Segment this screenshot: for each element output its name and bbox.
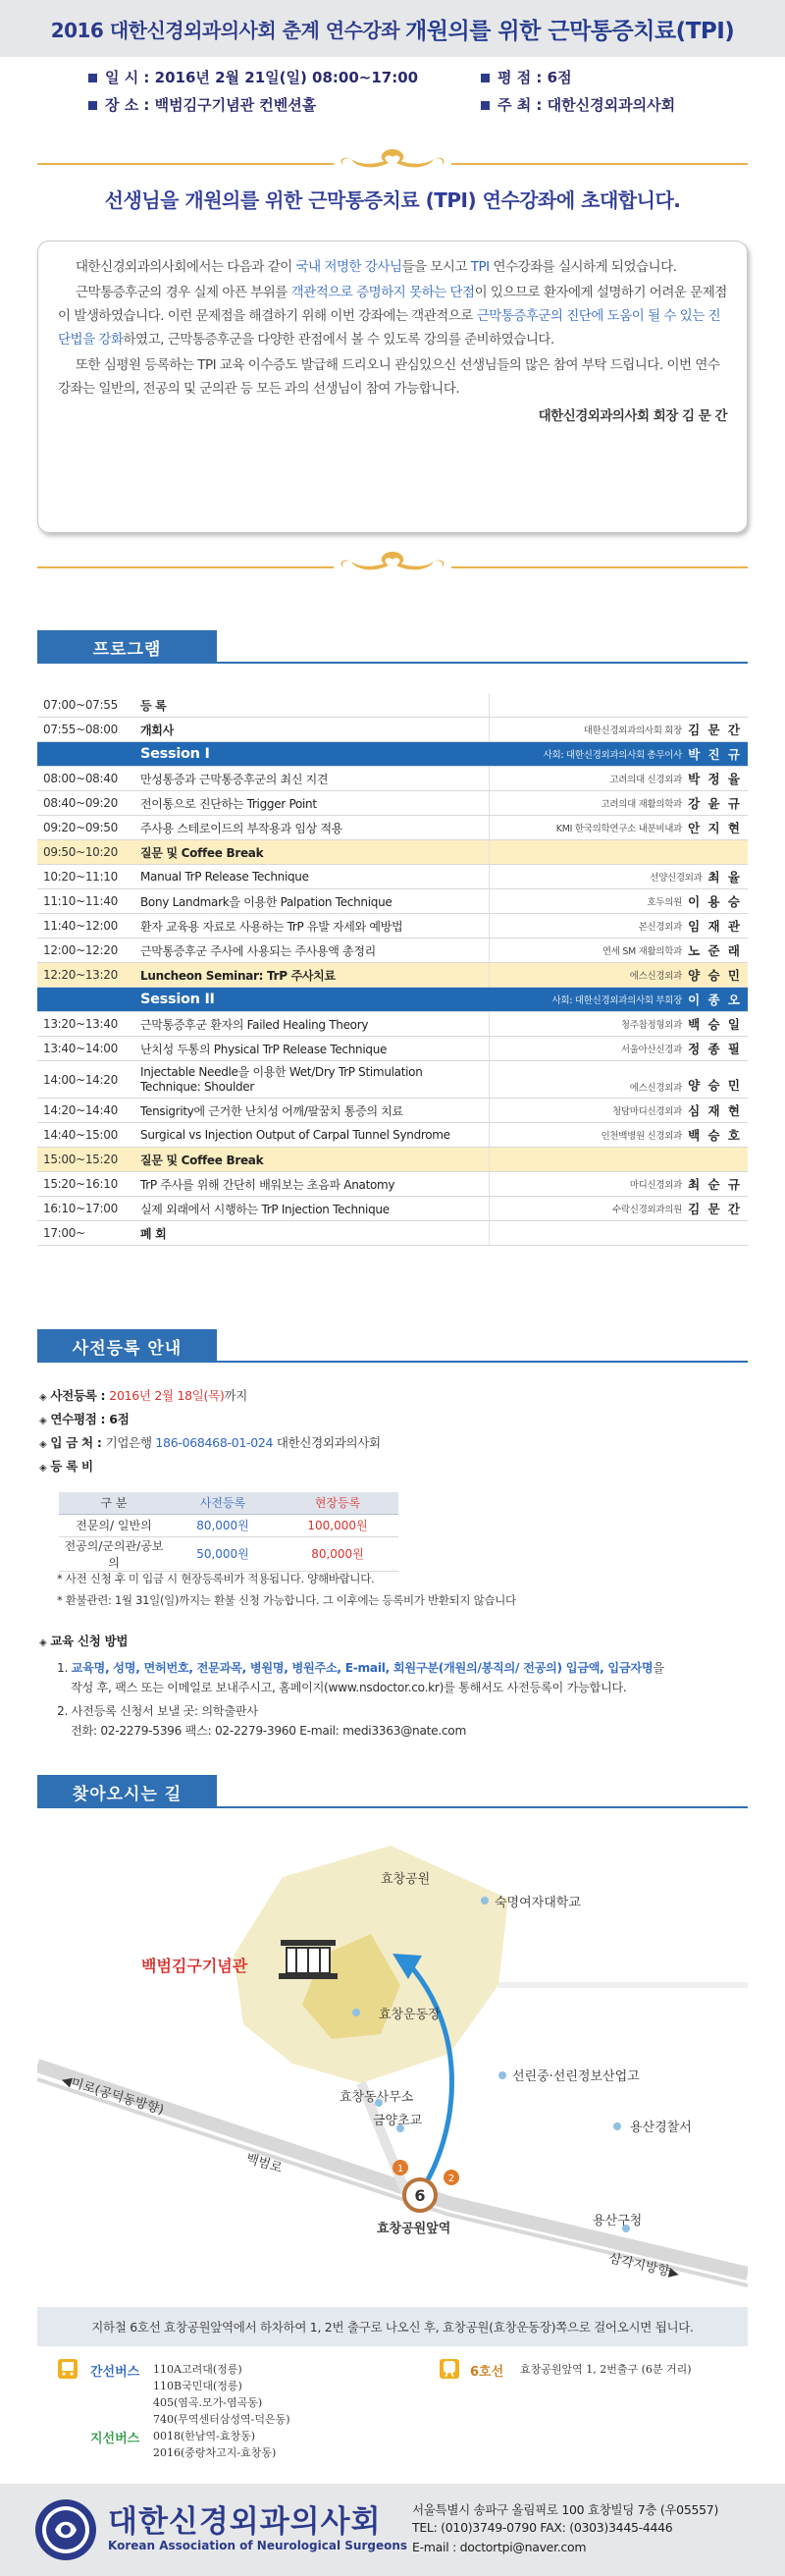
schedule-speaker [489,791,748,815]
speaker-affiliation: 에스신경외과 [629,971,683,982]
schedule-row [37,840,748,865]
session-header-row [37,742,748,767]
schedule-title: 근막통증후군 환자의 Failed Healing Theory [140,1017,369,1032]
schedule-speaker [489,889,748,913]
diamond-icon: ◈ [39,1392,47,1403]
info-host: 주 최 : 대한신경외과의사회 [481,94,675,115]
speaker-name: 최 율 [707,870,742,885]
schedule-time: 10:20~11:10 [43,870,118,884]
schedule-title: Manual TrP Release Technique [140,870,309,884]
list-item: 110B국민대(정릉) [153,2380,242,2392]
letter-paragraph-2: 근막통증후군의 경우 실제 아픈 부위를 객관적으로 증명하지 못하는 단점이 있으므로 환자에게 설명하기 어려운 문제점이 발생하였습니다. 이런 문제점을 해결하기 위해 이번 강좌에는 객관적으로 근막통증후군의 진단에 도움이 될 수 있는 진단법을 강화하였고, 근막통증후군을 다양한 관점에서 볼 수 있도록 강의를 준비하였습니다. [58,285,727,348]
letter-paragraph-1: 대한신경외과의사회에서는 다음과 같이 국내 저명한 강사님들을 모시고 TPI 연수강좌를 실시하게 되었습니다. [76,259,677,275]
schedule-speaker [489,1037,748,1060]
map-dot-icon [613,2122,621,2130]
schedule-title: Surgical vs Injection Output of Carpal Tunnel Syndrome [140,1128,450,1142]
schedule-row [37,939,748,963]
schedule-title: 전이통으로 진단하는 Trigger Point [140,796,317,811]
schedule-speaker [489,1061,748,1098]
schedule-speaker [489,1012,748,1036]
speaker-name: 백 승 호 [688,1128,742,1143]
map-label-school: 선린중·선린정보산업고 [512,2069,640,2084]
map-label-miro: ◀미로(공덕동방향) [59,2072,166,2119]
map-label-park: 효창공원 [381,1872,431,1887]
map-dot-icon [352,2009,360,2016]
subway-icon [439,2358,460,2380]
table-row: 전공의/군의관/공보의 50,000원 80,000원 [59,1536,398,1571]
footer-email: E-mail : doctortpi@naver.com [412,2540,587,2554]
speaker-name: 박 진 규 [688,747,742,762]
schedule-time: 11:10~11:40 [43,894,118,908]
schedule-title: Luncheon Seminar: TrP 주사치료 [140,968,336,983]
schedule-time: 13:40~14:00 [43,1042,118,1055]
map-label-venue: 백범김구기념관 [141,1957,248,1975]
directions-heading: 찾아오시는 길 [37,1775,217,1808]
schedule-title: 질문 및 Coffee Break [140,1153,264,1167]
reg-credit: ◈ 연수평점 : 6점 [39,1412,130,1426]
schedule-time: 12:00~12:20 [43,943,118,957]
schedule-title: 만성통증과 근막통증후군의 최신 지견 [140,772,329,786]
ornament-icon [294,544,491,577]
subway-info: 효창공원앞역 1, 2번출구 (6분 거리) [520,2363,692,2376]
schedule-row [37,816,748,840]
schedule-time: 08:40~09:20 [43,796,118,810]
schedule-row [37,1197,748,1221]
schedule-speaker [489,939,748,962]
diamond-icon: ◈ [39,1463,47,1474]
info-date: 일 시 : 2016년 2월 21일(일) 08:00~17:00 [88,67,418,87]
exit-2-label: 2 [447,2174,455,2184]
reg-method-label: ◈ 교육 신청 방법 [39,1634,129,1648]
schedule-title: 근막통증후군 주사에 사용되는 주사용액 총정리 [140,943,376,958]
reg-method-1-cont: 작성 후, 팩스 또는 이메일로 보내주시고, 홈페이지(www.nsdoctor.co.kr)를 통해서도 사전등록이 가능합니다. [71,1681,627,1694]
heading-underline [217,1361,748,1363]
schedule-row [37,791,748,816]
schedule-title: 질문 및 Coffee Break [140,845,264,860]
speaker-name: 이 종 오 [688,993,742,1007]
reg-deadline: ◈ 사전등록 : 2016년 2월 18일(목)까지 [39,1388,248,1403]
reg-note-1: * 사전 신청 후 미 입금 시 현장등록비가 적용됩니다. 양해바랍니다. [57,1572,375,1585]
schedule-time: 09:20~09:50 [43,821,118,834]
speaker-name: 박 정 율 [688,772,742,786]
schedule-time: 07:00~07:55 [43,698,118,712]
diamond-icon: ◈ [39,1637,47,1648]
schedule-speaker [489,988,748,1011]
schedule-title: Bony Landmark을 이용한 Palpation Technique [140,894,392,909]
schedule-time: 13:20~13:40 [43,1017,118,1031]
speaker-affiliation: 호두의원 [647,897,683,908]
speaker-name: 양 승 민 [688,1078,742,1093]
reg-method-2-contact: 전화: 02-2279-5396 팩스: 02-2279-3960 E-mail: medi3363@nate.com [71,1724,467,1738]
schedule-title: Tensigrity에 근거한 난치성 어깨/팔꿈치 통증의 치료 [140,1103,403,1118]
map-label-yongsan: 용산구청 [593,2214,643,2228]
schedule-row [37,718,748,742]
schedule-row [37,889,748,914]
bullet-square-icon [88,74,97,82]
speaker-name: 백 승 일 [688,1017,742,1032]
fee-table-header: 구 분 사전등록 현장등록 [59,1492,398,1514]
map-label-baekbeom: 백범로 [243,2151,285,2176]
schedule-title: Session I [140,746,210,762]
schedule-speaker [489,1123,748,1147]
schedule-title: 개회사 [140,723,174,737]
speaker-name: 안 지 현 [688,821,742,835]
speaker-affiliation: KMI 한국의학연구소 내분비내과 [555,824,683,834]
speaker-name: 양 승 민 [688,968,742,983]
schedule-row [37,1099,748,1123]
map-label-univ: 숙명여자대학교 [495,1896,581,1910]
map-dot-icon [481,1897,489,1905]
bullet-square-icon [481,101,490,110]
title-prefix: 2016 대한신경외과의사회 춘계 연수강좌 [50,18,400,42]
schedule-title: 주사용 스테로이드의 부작용과 임상 적용 [140,821,343,835]
schedule-time: 15:20~16:10 [43,1177,118,1191]
speaker-name: 심 재 현 [688,1103,742,1118]
registration-heading: 사전등록 안내 [37,1329,217,1363]
speaker-affiliation: 인천백병원 신경외과 [601,1131,683,1142]
session-header-row [37,988,748,1012]
schedule-time: 17:00~ [43,1226,85,1240]
exit-1-label: 1 [396,2164,404,2174]
speaker-affiliation: 서울아산신경과 [620,1045,683,1055]
footer-association-name-en: Korean Association of Neurological Surgeons [108,2539,408,2552]
schedule-row [37,1037,748,1061]
schedule-time: 16:10~17:00 [43,1202,118,1215]
schedule-row [37,1061,748,1099]
schedule-speaker [489,963,748,987]
speaker-affiliation: 청주참정형외과 [620,1020,683,1031]
letter-paragraph-3: 또한 심평원 등록하는 TPI 교육 이수증도 발급해 드리오니 관심있으신 선생님들의 많은 참여 부탁 드립니다. 이번 연수강좌는 일반의, 전공의 및 군의관 등 모든 과의 선생님이 참여 가능합니다. [58,357,720,397]
map-label-stadium: 효창운동장 [379,2008,441,2022]
table-row: 전문의/ 일반의 80,000원 100,000원 [59,1514,398,1536]
map-label-elem: 금양초교 [373,2114,423,2128]
schedule-row [37,963,748,988]
speaker-affiliation: 수락신경외과의원 [612,1205,683,1215]
speaker-name: 정 종 필 [688,1042,742,1056]
bullet-square-icon [481,74,490,82]
speaker-affiliation: 고려의대 신경외과 [609,775,683,785]
info-place: 장 소 : 백범김구기념관 컨벤션홀 [88,94,316,115]
schedule-time: 11:40~12:00 [43,919,118,933]
speaker-name: 김 문 간 [688,723,742,737]
speaker-affiliation: 사회: 대한신경외과의사회 총무이사 [543,750,683,761]
diamond-icon: ◈ [39,1439,47,1450]
title-main: 개원의를 위한 근막통증치료(TPI) [405,18,735,44]
schedule-row [37,1012,748,1037]
ornament-icon [294,141,491,175]
reg-note-2: * 환불관련: 1월 31일(일)까지는 환불 신청 가능합니다. 그 이후에는 등록비가 반환되지 않습니다 [57,1593,516,1607]
reg-method-1: 1. 교육명, 성명, 면허번호, 전문과목, 병원명, 병원주소, E-mail, 회원구분(개원의/봉직의/ 전공의) 입금액, 입금자명을 [57,1661,664,1675]
speaker-name: 이 용 승 [688,894,742,909]
schedule-speaker [489,718,748,741]
schedule-row [37,693,748,718]
schedule-time: 08:00~08:40 [43,772,118,785]
speaker-name: 김 문 간 [688,1202,742,1216]
invitation-letter [37,241,748,533]
reg-fee-label: ◈ 등 록 비 [39,1459,93,1474]
schedule-title: 난치성 두통의 Physical TrP Release Technique [140,1042,388,1056]
footer-address: 서울특별시 송파구 올림픽로 100 효창빌딩 7층 (우05557) [412,2502,719,2517]
map-label-samgakji: 삼각지방향▶ [607,2251,681,2282]
speaker-affiliation: 에스신경외과 [629,1083,683,1094]
schedule-time: 09:50~10:20 [43,845,118,859]
schedule-time: 14:00~14:20 [43,1072,118,1087]
map-label-office: 효창동사무소 [340,2090,414,2105]
diamond-icon: ◈ [39,1416,47,1426]
map-label-police: 용산경찰서 [630,2120,692,2135]
heading-underline [217,1806,748,1808]
program-schedule [37,693,748,1246]
speaker-affiliation: 대한신경외과의사회 회장 [583,725,683,736]
schedule-row [37,1221,748,1246]
invitation-title: 선생님을 개원의를 위한 근막통증치료 (TPI) 연수강좌에 초대합니다. [104,188,681,212]
subway-label: 6호선 [470,2365,504,2380]
reg-method-2: 2. 사전등록 신청서 보낼 곳: 의학출판사 [57,1704,258,1718]
schedule-title: 환자 교육용 자료로 사용하는 TrP 유발 자세와 예방법 [140,919,403,934]
speaker-name: 최 순 규 [688,1177,742,1192]
speaker-affiliation: 선양신경외과 [650,873,703,884]
schedule-speaker [489,1172,748,1196]
location-map [37,1838,748,2307]
schedule-speaker [489,1197,748,1220]
schedule-title: TrP 주사를 위해 간단히 배워보는 초음파 Anatomy [140,1177,395,1192]
bus-branch-label: 지선버스 [90,2432,140,2446]
reg-account: ◈ 입 금 처 : 기업은행 186-068468-01-024 대한신경외과의사회 [39,1435,381,1450]
fee-table [59,1492,398,1572]
schedule-speaker [489,840,748,864]
letter-signature: 대한신경외과의사회 회장 김 문 간 [538,408,727,424]
schedule-title: 실제 외래에서 시행하는 TrP Injection Technique [140,1202,390,1216]
schedule-row [37,914,748,939]
info-score: 평 점 : 6점 [481,67,572,87]
program-heading: 프로그램 [37,630,217,664]
list-item: 740(무역센터삼성역-덕은동) [153,2413,290,2426]
association-logo [33,2497,98,2562]
speaker-affiliation: 연세 SM 재활의학과 [602,946,683,957]
schedule-speaker [489,1099,748,1122]
list-item: 2016(중랑차고지-효창동) [153,2446,277,2459]
map-dot-icon [498,2071,506,2079]
footer-phone: TEL: (010)3749-0790 FAX: (0303)3445-4446 [412,2520,673,2535]
list-item: 0018(한남역-효창동) [153,2430,256,2442]
schedule-title: Session II [140,992,215,1007]
footer-association-name: 대한신경외과의사회 [108,2504,382,2540]
bus-icon [57,2358,78,2380]
schedule-speaker [489,816,748,839]
speaker-name: 노 준 래 [688,943,742,958]
speaker-affiliation: 사회: 대한신경외과의사회 부회장 [551,995,683,1006]
heading-underline [217,662,748,664]
page-title [0,0,785,57]
bus-trunk-label: 간선버스 [90,2365,140,2380]
subway-line-number: 6 [414,2186,426,2205]
speaker-affiliation: 마디신경외과 [629,1180,683,1191]
schedule-row [37,1148,748,1172]
schedule-title: 등 록 [140,698,167,713]
schedule-speaker [489,914,748,938]
schedule-speaker [489,767,748,790]
schedule-time: 07:55~08:00 [43,723,118,736]
bullet-square-icon [88,101,97,110]
schedule-title: 폐 회 [140,1226,167,1241]
speaker-affiliation: 청담마디신경외과 [612,1106,683,1117]
schedule-row [37,865,748,889]
schedule-row [37,767,748,791]
map-label-station: 효창공원앞역 [377,2222,451,2236]
speaker-affiliation: 고려의대 재활의학과 [601,799,683,810]
schedule-speaker [489,1148,748,1171]
schedule-speaker [489,1221,748,1245]
speaker-affiliation: 본신경외과 [638,922,683,933]
schedule-time: 15:00~15:20 [43,1153,118,1166]
list-item: 110A고려대(정릉) [153,2363,242,2376]
bus-trunk-list [153,2361,290,2428]
speaker-name: 임 재 관 [688,919,742,934]
schedule-time: 14:40~15:00 [43,1128,118,1142]
directions-note: 지하철 6호선 효창공원앞역에서 하차하여 1, 2번 출구로 나오신 후, 효창공원(효창운동장)쪽으로 걸어오시면 됩니다. [37,2307,748,2346]
schedule-title: Injectable Needle을 이용한 Wet/Dry TrP Stimulation Technique: Shoulder [140,1064,423,1094]
schedule-speaker [489,742,748,766]
schedule-time: 12:20~13:20 [43,968,118,982]
schedule-speaker [489,693,748,717]
schedule-row [37,1172,748,1197]
speaker-name: 강 윤 규 [688,796,742,811]
list-item: 405(염곡.모가-염곡동) [153,2396,263,2409]
schedule-time: 14:20~14:40 [43,1103,118,1117]
bus-branch-list [153,2428,276,2461]
building-icon [279,1940,338,1979]
schedule-row [37,1123,748,1148]
schedule-speaker [489,865,748,888]
